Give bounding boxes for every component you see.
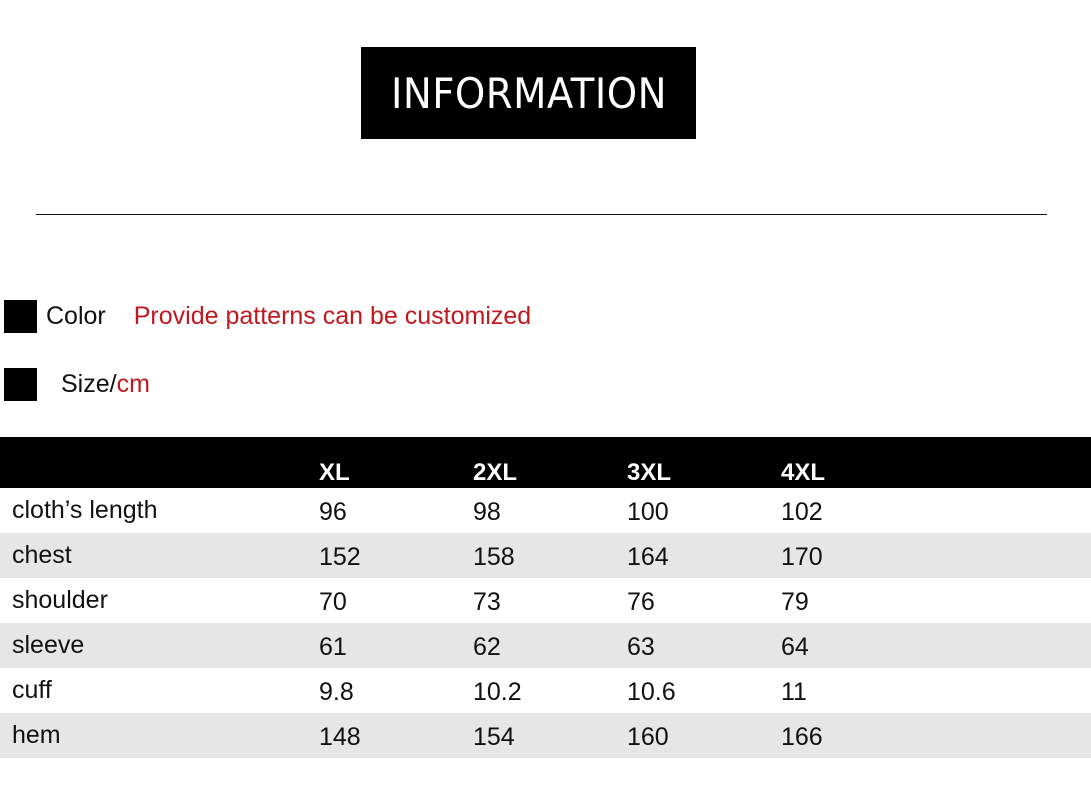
table-cell: 164: [627, 543, 669, 571]
header-4xl: 4XL: [781, 459, 826, 486]
table-cell: 98: [473, 498, 501, 526]
table-cell: 160: [627, 723, 669, 751]
size-unit: cm: [116, 370, 150, 398]
header-xl: XL: [319, 459, 350, 486]
row-label: hem: [12, 721, 61, 749]
table-cell: 62: [473, 633, 501, 661]
table-cell: 63: [627, 633, 655, 661]
table-cell: 9.8: [319, 678, 354, 706]
row-label: sleeve: [12, 631, 85, 659]
color-info-row: [4, 300, 531, 333]
table-cell: 64: [781, 633, 809, 661]
table-cell: 73: [473, 588, 501, 616]
table-cell: 11: [781, 678, 807, 706]
size-table: [0, 437, 1091, 758]
color-label: Color: [46, 302, 106, 330]
table-cell: 76: [627, 588, 655, 616]
table-cell: 61: [319, 633, 347, 661]
page-title: INFORMATION: [390, 68, 667, 118]
table-cell: 166: [781, 723, 823, 751]
table-row: [0, 578, 1091, 623]
color-note: Provide patterns can be customized: [133, 302, 532, 330]
row-label: chest: [12, 541, 72, 569]
table-row: [0, 623, 1091, 668]
table-header: [0, 437, 1091, 488]
title-banner: [361, 47, 696, 139]
size-label: Size/: [61, 370, 117, 398]
table-cell: 100: [627, 498, 669, 526]
table-row: [0, 713, 1091, 758]
table-cell: 96: [319, 498, 347, 526]
size-info-row: [4, 368, 150, 401]
header-2xl: 2XL: [473, 459, 518, 486]
table-cell: 170: [781, 543, 823, 571]
table-cell: 154: [473, 723, 515, 751]
table-cell: 70: [319, 588, 347, 616]
bullet-square-icon: [4, 368, 37, 401]
table-cell: 79: [781, 588, 809, 616]
divider-line: [36, 214, 1047, 215]
table-cell: 158: [473, 543, 515, 571]
row-label: cloth’s length: [12, 496, 158, 524]
row-label: cuff: [12, 676, 52, 704]
table-cell: 10.6: [627, 678, 676, 706]
row-label: shoulder: [12, 586, 108, 614]
header-3xl: 3XL: [627, 459, 672, 486]
table-cell: 152: [319, 543, 361, 571]
table-row: [0, 668, 1091, 713]
table-row: [0, 488, 1091, 533]
table-cell: 102: [781, 498, 823, 526]
bullet-square-icon: [4, 300, 37, 333]
table-cell: 148: [319, 723, 361, 751]
table-row: [0, 533, 1091, 578]
table-cell: 10.2: [473, 678, 522, 706]
